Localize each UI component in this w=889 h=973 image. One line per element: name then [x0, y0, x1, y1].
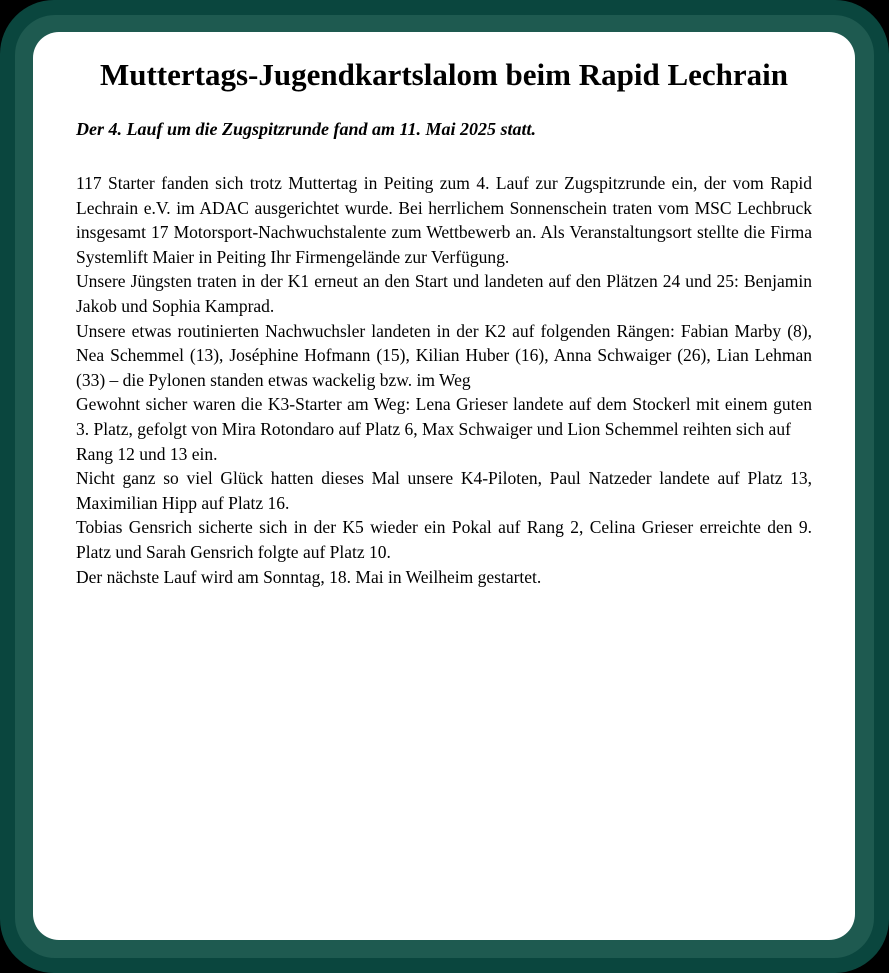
article-card: [33, 32, 855, 940]
paragraph-k3-results: Gewohnt sicher waren die K3-Starter am Weg: Lena Grieser landete auf dem Stockerl mit einem guten 3. Platz, gefolgt von Mira Rotondaro auf Platz 6, Max Schwaiger und Lion Schemmel reihten sich auf: [76, 394, 812, 439]
paragraph-k5-results: Tobias Gensrich sicherte sich in der K5 wieder ein Pokal auf Rang 2, Celina Grieser erreichte den 9. Platz und Sarah Gensrich folgte auf Platz 10.: [76, 517, 812, 562]
paragraph-k3-results-continued: Rang 12 und 13 ein.: [76, 443, 218, 464]
paragraph-results-intro: 117 Starter fanden sich trotz Muttertag in Peiting zum 4. Lauf zur Zugspitzrunde ein, der vom Rapid Lechrain e.V. im ADAC ausgerichtet wurde. Bei herrlichem Sonnenschein traten vom MSC Lechbruck insgesamt 17 Motorsport-Nachwuchstalente zum Wettbewerb an. Als Veranstaltungsort stellte die Firma Systemlift Maier in Peiting Ihr Firmengelände zur Verfügung.: [76, 173, 812, 267]
paragraph-k1-results: Unsere Jüngsten traten in der K1 erneut an den Start und landeten auf den Plätzen 24 und 25: Benjamin Jakob und Sophia Kamprad.: [76, 271, 812, 316]
page-title: Muttertags-Jugendkartslalom beim Rapid Lechrain: [99, 57, 788, 92]
paragraph-next-race: Der nächste Lauf wird am Sonntag, 18. Mai in Weilheim gestartet.: [76, 566, 542, 587]
paragraph-k2-results: Unsere etwas routinierten Nachwuchsler landeten in der K2 auf folgenden Rängen: Fabian Marby (8), Nea Schemmel (13), Joséphine Hofmann (15), Kilian Huber (16), Anna Schwaiger (26), Lian Lehman (33) – die Pylonen standen etwas wackelig bzw. im Weg: [76, 320, 812, 390]
article-subtitle: Der 4. Lauf um die Zugspitzrunde fand am 11. Mai 2025 statt.: [76, 119, 537, 139]
article-body: [76, 171, 812, 589]
paragraph-k4-results: Nicht ganz so viel Glück hatten dieses Mal unsere K4-Piloten, Paul Natzeder landete auf Platz 13, Maximilian Hipp auf Platz 16.: [76, 468, 812, 513]
